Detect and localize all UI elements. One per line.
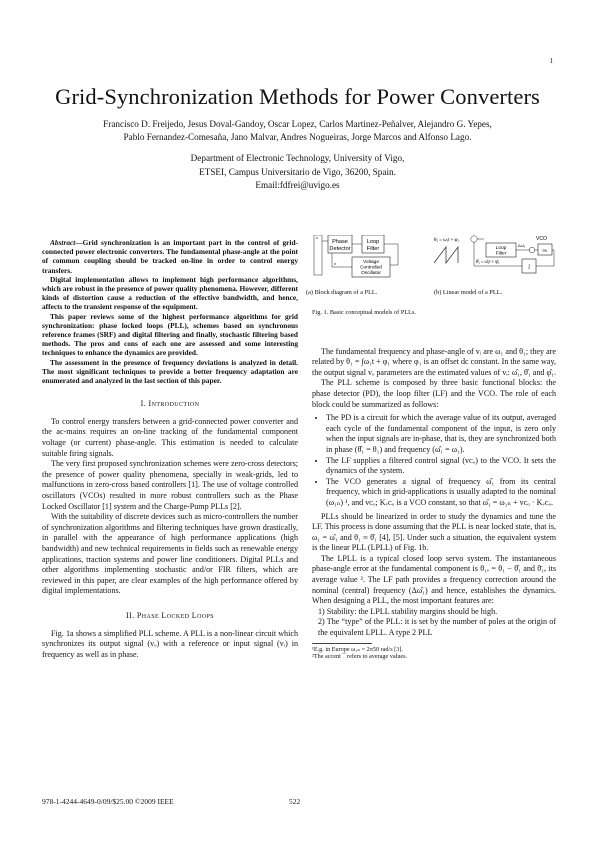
author-line-2: Pablo Fernandez-Comesaña, Jano Malvar, Andres Nogueiras, Jorge Marcos and Alfonso Lago.: [123, 131, 472, 142]
abstract-p4: The assessment in the presence of frequency deviations is analyzed in detail. The most significant techniques to provide a better frequency adaptation are enumerated and analyzed in the last section of this paper.: [42, 357, 298, 386]
lf-label: Loop: [366, 239, 380, 245]
svg-text:Controlled: Controlled: [360, 265, 382, 271]
svg-text:Filter: Filter: [366, 246, 380, 252]
abstract: [42, 238, 298, 385]
pll-block-diagram: [312, 235, 432, 279]
intro-p2: The very first proposed synchronization schemes were zero-cross detectors; the presence of power quality phenomena, specially in weak-grids, led to malfunctions in zero-cross based controllers [1]. The use of voltage controlled oscillators (VCOs) resulted in more robust controllers such as the Phase Locked Oscillator [1] system and the Charge-Pump PLLs [2].: [42, 459, 298, 511]
intro-p3: With the suitability of discrete devices such as micro-controllers the number of synchronization algorithms and filtering techniques have grown drastically, in parallel with the appearance of high performance applications (high bandwidth) and new technical requirements in fields such as renewable energy applications, traction systems and power line conditioners. Digital PLLs and other algorithms implementing stochastic and/or FIR filters, which are reviewed in this paper, are clear examples of the high performance offered by digital implementations.: [42, 512, 298, 596]
list-item: • The PD is a circuit for which the average value of its output, averaged each cycle of the fundamental component of the input, is zero only when the input signals are in-phase, that is, they are synchronized both in phase (θ̂₁ = θ₁) and frequency (ω̂₁ = ω₁).: [326, 413, 556, 455]
vi-label: v: [316, 235, 318, 240]
author-line-1: Francisco D. Freijedo, Jesus Doval-Gandoy, Oscar Lopez, Carlos Martinez-Peñalver, Alejandro G. Yepes,: [103, 119, 492, 129]
figure-subcaptions: [306, 288, 556, 298]
right-p3: PLLs should be linearized in order to study the dynamics and tune the LF. This process is done assuming that the PLL is near locked state, that is, ω₁ = ω̂₁ and θ₁ ≈ θ̂₁ [4], [5]. Under such a situation, the equivalent system is the linear PLL (LPLL) of Fig. 1b.: [312, 511, 556, 553]
abstract-lead: Abstract: [50, 238, 76, 247]
affiliation-campus: ETSEI, Campus Universitario de Vigo, 36200, Spain.: [199, 166, 396, 177]
caption-b: (b) Linear model of a PLL.: [434, 289, 503, 296]
affiliation-email: Email:fdfrei@uvigo.es: [255, 180, 340, 191]
author-list: [40, 118, 555, 143]
vco-label: Voltage: [362, 260, 380, 265]
list-item: • The VCO generates a signal of frequency ω̂₁ from its central frequency, which in grid-applications is usually adapted to the nominal (ω₁ₙ) ¹, and vᴄₒ; Kᵥᴄₒ is a VCO constant, so that ω̂₁ = ω₁ₙ + vᴄₒ · Kᵥᴄₒ.: [326, 477, 556, 509]
loop-filter-label: Loop: [495, 246, 507, 251]
vco-short-label: VCO: [536, 236, 547, 242]
abstract-p2: Digital implementation allows to implement high performance algorithms, which are robust in the presence of power quality phenomena. However, different kinds of distortion cause a reduction of the effective bandwidth, and hence, affects to the transient response of the equipment.: [42, 274, 298, 312]
intro-p1: To control energy transfers between a grid-connected power converter and the ac-mains requires an on-line tracking of the fundamental component voltage (or current) phase-angle. This estimation is needed to calculate suitable firing signals.: [42, 416, 298, 458]
pll-heading: II. Phase Locked Loops: [125, 610, 215, 620]
pll-linear-model: [434, 235, 556, 279]
svg-text:θ̂₁ = ω̂₁t + φ̂₁: θ̂₁ = ω̂₁t + φ̂₁: [476, 259, 500, 264]
abstract-p3: This paper reviews some of the highest performance algorithms for grid synchronization: phase locked loops (PLL), schemes based on synchronous reference frames (SRF) and digital filtering and finally, stochastic filtering based methods. The pros and cons of each one are assessed and some interesting techniques to enhance the dynamics are provided.: [42, 311, 298, 358]
left-column: [42, 238, 298, 660]
pll-p1: Fig. 1a shows a simplified PLL scheme. A PLL is a non-linear circuit which synchronizes its output signal (vₒ) with a reference or input signal (vᵢ) in frequency as well as in phase.: [42, 628, 298, 659]
svg-text:ω₁: ω₁: [542, 247, 548, 253]
svg-text:v: v: [334, 261, 336, 266]
svg-text:∫: ∫: [528, 264, 530, 270]
svg-text:Filter: Filter: [495, 251, 507, 257]
affiliation-dept: Department of Electronic Technology, University of Vigo,: [190, 153, 405, 163]
right-p1: The fundamental frequency and phase-angle of vᵢ are ω₁ and θ₁; they are related by θ₁ = ∫ω₁t + φ₁ where φ₁ is an offset dc constant. In the same way, the output signal vₒ parameters are the estimated values of vᵢ: ω̂₁, θ̂₁ and φ̂₁.: [312, 346, 557, 377]
design-features-list: [312, 607, 556, 639]
affiliation: [40, 152, 555, 193]
footer-page-number: 522: [289, 797, 301, 806]
block-role-list: [312, 413, 556, 508]
list-item: 1) Stability: the LPLL stability margins should be high.: [318, 606, 498, 616]
paper-title: Grid-Synchronization Methods for Power Converters: [55, 84, 540, 109]
figure-caption: Fig. 1. Basic conceptual models of PLLs.: [312, 309, 417, 316]
list-item: 2) The “type” of the PLL: it is set by the number of poles at the origin of the equivalent LPLL. A type 2 PLL: [318, 617, 556, 638]
page-number: 1: [549, 57, 553, 65]
caption-a: (a) Block diagram of a PLL.: [306, 289, 378, 296]
list-item: • The LF supplies a filtered control signal (vᴄₒ) to the VCO. It sets the dynamics of the system.: [326, 456, 556, 477]
intro-heading: I. Introduction: [140, 399, 200, 409]
pd-label: Phase: [332, 239, 348, 245]
svg-text:Δω̂₁: Δω̂₁: [518, 243, 526, 248]
footnote-2: ²The accent ¯ refers to average values.: [312, 653, 408, 661]
copyright-line: 978-1-4244-4649-0/09/$25.00 ©2009 IEEE: [42, 797, 174, 806]
right-p4: The LPLL is a typical closed loop servo system. The instantaneous phase-angle error at the fundamental component is θ₁ₑ = θ₁ − θ̂₁ and θ̄₁ₑ its average value ². The LF path provides a frequency correction around the nominal (central) frequency (Δω̂₁) and hence, establishes the dynamics. When designing a PLL, the most important features are:: [312, 553, 556, 606]
footnotes: [312, 643, 408, 661]
abstract-p1: —Grid synchronization is an important part in the control of grid-connected power electronic converters. The fundamental phase-angle at the point of common coupling should be tracked on-line in order to control energy transfers.: [42, 238, 298, 275]
svg-text:Detector: Detector: [329, 246, 351, 252]
figure-1: [312, 235, 556, 288]
svg-text:Oscillator: Oscillator: [361, 271, 381, 276]
svg-text:θ₁ = ω₁t + φ₁: θ₁ = ω₁t + φ₁: [434, 237, 459, 242]
right-p2: The PLL scheme is composed by three basic functional blocks: the phase detector (PD), the loop filter (LF) and the VCO. The role of each block could be summarized as follows:: [312, 378, 556, 409]
right-column: [306, 235, 557, 661]
footnote-1: ¹E.g. in Europe ω₁ₙ = 2π50 rad/s [3].: [312, 645, 403, 653]
